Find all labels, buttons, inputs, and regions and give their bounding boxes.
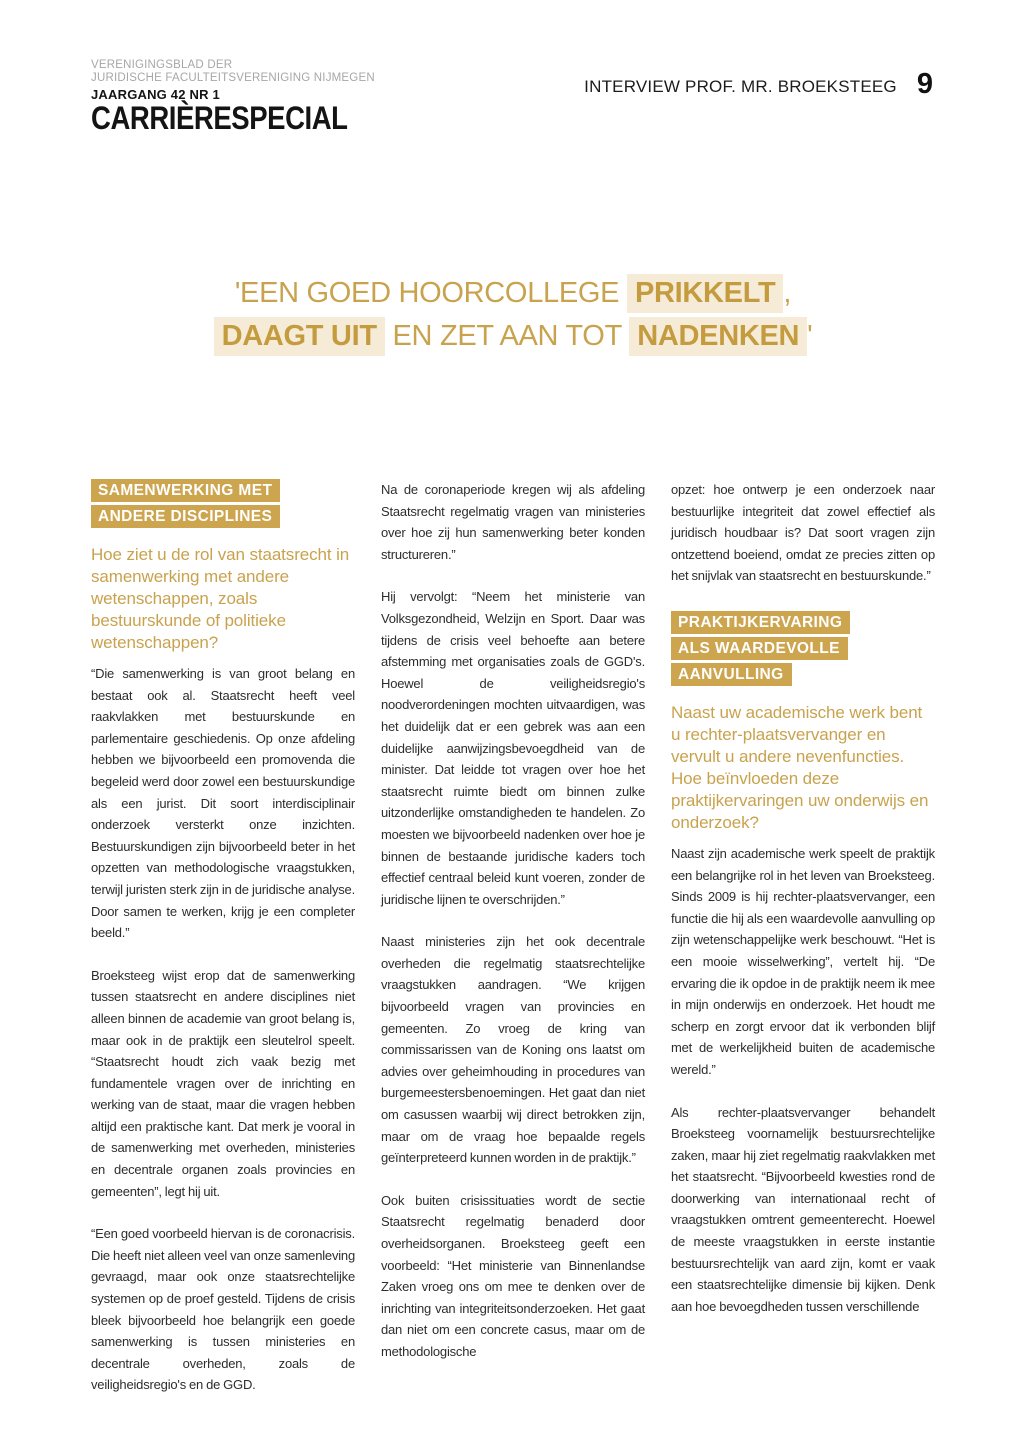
body-paragraph: Naast zijn academische werk speelt de praktijk een belangrijke rol in het leven van Broeksteeg. Sinds 2009 is hij rechter-plaatsvervanger, een functie die hij als een waardevolle aanvulling op zijn wetenschappelijke werk beschouwt. “Het is een mooie wisselwerking”, vertelt hij. “De ervaring die ik opdoe in de praktijk neem ik mee in mijn onderwijs en onderzoek. Het houdt me scherp en zorgt ervoor dat ik verbonden blijf met de werkelijkheid buiten de academische wereld.” xyxy=(671,845,935,1077)
quote-segment: ' xyxy=(807,320,813,352)
pull-quote xyxy=(91,276,935,362)
section-heading-chip: PRAKTIJKERVARING xyxy=(671,611,850,634)
article-column-1 xyxy=(91,479,355,1396)
section-heading-samenwerking xyxy=(91,479,355,528)
quote-segment-highlighted: DAAGT UIT xyxy=(214,317,385,356)
interview-question: Naast uw academische werk bent u rechter-plaatsvervanger en vervult u andere nevenfuncties. Hoe beïnvloeden deze praktijkervaringen uw onderwijs en onderzoek? xyxy=(671,702,929,832)
page-header-right xyxy=(584,70,933,99)
pull-quote-line-1 xyxy=(91,276,935,310)
article-columns xyxy=(91,479,935,1396)
section-heading-praktijkervaring xyxy=(671,611,935,686)
quote-segment-highlighted: NADENKEN xyxy=(629,317,807,356)
masthead xyxy=(91,59,389,135)
body-paragraph: Broeksteeg wijst erop dat de samenwerking tussen staatsrecht en andere disciplines niet alleen binnen de academie van groot belang is, maar ook in de praktijk een sleutelrol speelt. “Staatsrecht houdt zich vaak bezig met fundamentele vragen over de inrichting en werking van de staat, maar die vragen hebben altijd een praktische kant. Dat merk je vooral in de samenwerking met overheden, ministeries en decentrale organen zoals provincies en gemeenten”, legt hij uit. xyxy=(91,967,355,1199)
magazine-kicker-line-2: JURIDISCHE FACULTEITSVERENIGING NIJMEGEN xyxy=(91,72,375,84)
body-paragraph: Naast ministeries zijn het ook decentrale overheden die regelmatig staatsrechtelijke vraagstukken aandragen. “We krijgen bijvoorbeeld vragen van provincies en gemeenten. Zo vroeg de kring van commissarissen van de Koning ons laatst om advies over geheimhouding in procedures van burgemeestersbenoemingen. Het gaat dan niet om casussen waarbij wij direct betrokken zijn, maar om de vraag hoe bepaalde regels geïnterpreteerd kunnen worden in de praktijk.” xyxy=(381,934,645,1166)
magazine-kicker-line-1: VERENIGINGSBLAD DER xyxy=(91,59,233,71)
quote-segment: 'EEN GOED HOORCOLLEGE xyxy=(234,277,627,309)
section-heading-chip: ANDERE DISCIPLINES xyxy=(91,505,280,528)
article-column-3 xyxy=(671,479,935,1396)
section-heading-chip: SAMENWERKING MET xyxy=(91,479,280,502)
quote-segment: , xyxy=(783,277,792,309)
body-paragraph: Ook buiten crisissituaties wordt de sectie Staatsrecht regelmatig benaderd door overheidsorganen. Broeksteeg geeft een voorbeeld: “Het ministerie van Binnenlandse Zaken vroeg ons om mee te denken over de inrichting van integriteitsonderzoeken. Het gaat dan niet om een concrete casus, maar om de methodologische xyxy=(381,1192,645,1359)
body-paragraph: Hij vervolgt: “Neem het ministerie van Volksgezondheid, Welzijn en Sport. Daar was tijdens de crisis veel behoefte aan betere afstemming met organisaties zoals de GGD's. Hoewel de veiligheidsregio's noodverordeningen mochten uitvaardigen, was het duidelijk dat er een gebrek was aan een duidelijke aanwijzingsbevoegdheid van de minister. Dat leidde tot vragen over hoe het staatsrecht ruimte biedt om binnen zulke uitzonderlijke omstandigheden te handelen. Zo moesten we bijvoorbeeld nadenken over hoe je binnen de bestaande juridische kaders toch effectief centraal beleid kunt voeren, zonder de juridische lijnen te overschrijden.” xyxy=(381,589,645,907)
quote-segment: EN ZET AAN TOT xyxy=(384,320,630,352)
edition-label: JAARGANG 42 NR 1 xyxy=(91,87,220,102)
section-heading-chip: AANVULLING xyxy=(671,663,792,686)
section-title: CARRIÈRESPECIAL xyxy=(91,100,348,136)
quote-segment-highlighted: PRIKKELT xyxy=(627,274,783,313)
pull-quote-line-2 xyxy=(91,319,935,353)
body-paragraph: “Een goed voorbeeld hiervan is de coronacrisis. Die heeft niet alleen veel van onze samenleving gevraagd, maar ook onze staatsrechtelijke systemen op de proef gesteld. Tijdens de crisis bleek bijvoorbeeld hoe belangrijk een goede samenwerking is tussen ministeries en decentrale overheden, zoals de veiligheidsregio's en de GGD. xyxy=(91,1226,355,1393)
body-paragraph: Als rechter-plaatsvervanger behandelt Broeksteeg voornamelijk bestuursrechtelijke zaken, maar hij ziet regelmatig raakvlakken met het staatsrecht. “Bijvoorbeeld kwesties rond de doorwerking van internationaal recht of vraagstukken omtrent gemeenterecht. Hoewel de meeste vraagstukken in eerste instantie bestuursrechtelijk van aard zijn, komt er vaak een staatsrechtelijke dimensie bij kijken. Denk aan hoe bevoegdheden tussen verschillende xyxy=(671,1104,935,1314)
article-label: INTERVIEW PROF. MR. BROEKSTEEG xyxy=(584,77,897,96)
section-heading-chip: ALS WAARDEVOLLE xyxy=(671,637,848,660)
body-paragraph: “Die samenwerking is van groot belang en bestaat ook al. Staatsrecht heeft veel raakvlakken met bestuurskunde en parlementaire geschiedenis. Op onze afdeling hebben we bijvoorbeeld een promovenda die begeleid werd door zowel een bestuurskundige als een jurist. Dit soort interdisciplinair onderzoek versterkt onze inzichten. Bestuurskundigen zijn bijvoorbeeld beter in het opzetten van methodologische vraagstukken, terwijl juristen sterk zijn in de juridische analyse. Door samen te werken, krijg je een completer beeld.” xyxy=(91,666,355,941)
article-column-2 xyxy=(381,479,645,1396)
body-paragraph: opzet: hoe ontwerp je een onderzoek naar bestuurlijke integriteit dat zowel effectief als juridisch houdbaar is? Dat soort vragen zijn ontzettend boeiend, omdat ze precies zitten op het snijvlak van staatsrecht en bestuurskunde.” xyxy=(671,482,935,584)
interview-question: Hoe ziet u de rol van staatsrecht in samenwerking met andere wetenschappen, zoals bestuurskunde of politieke wetenschappen? xyxy=(91,545,350,652)
body-paragraph: Na de coronaperiode kregen wij als afdeling Staatsrecht regelmatig vragen van ministeries over hoe zij hun samenwerking beter konden structureren.” xyxy=(381,482,645,562)
page-number: 9 xyxy=(916,68,933,100)
